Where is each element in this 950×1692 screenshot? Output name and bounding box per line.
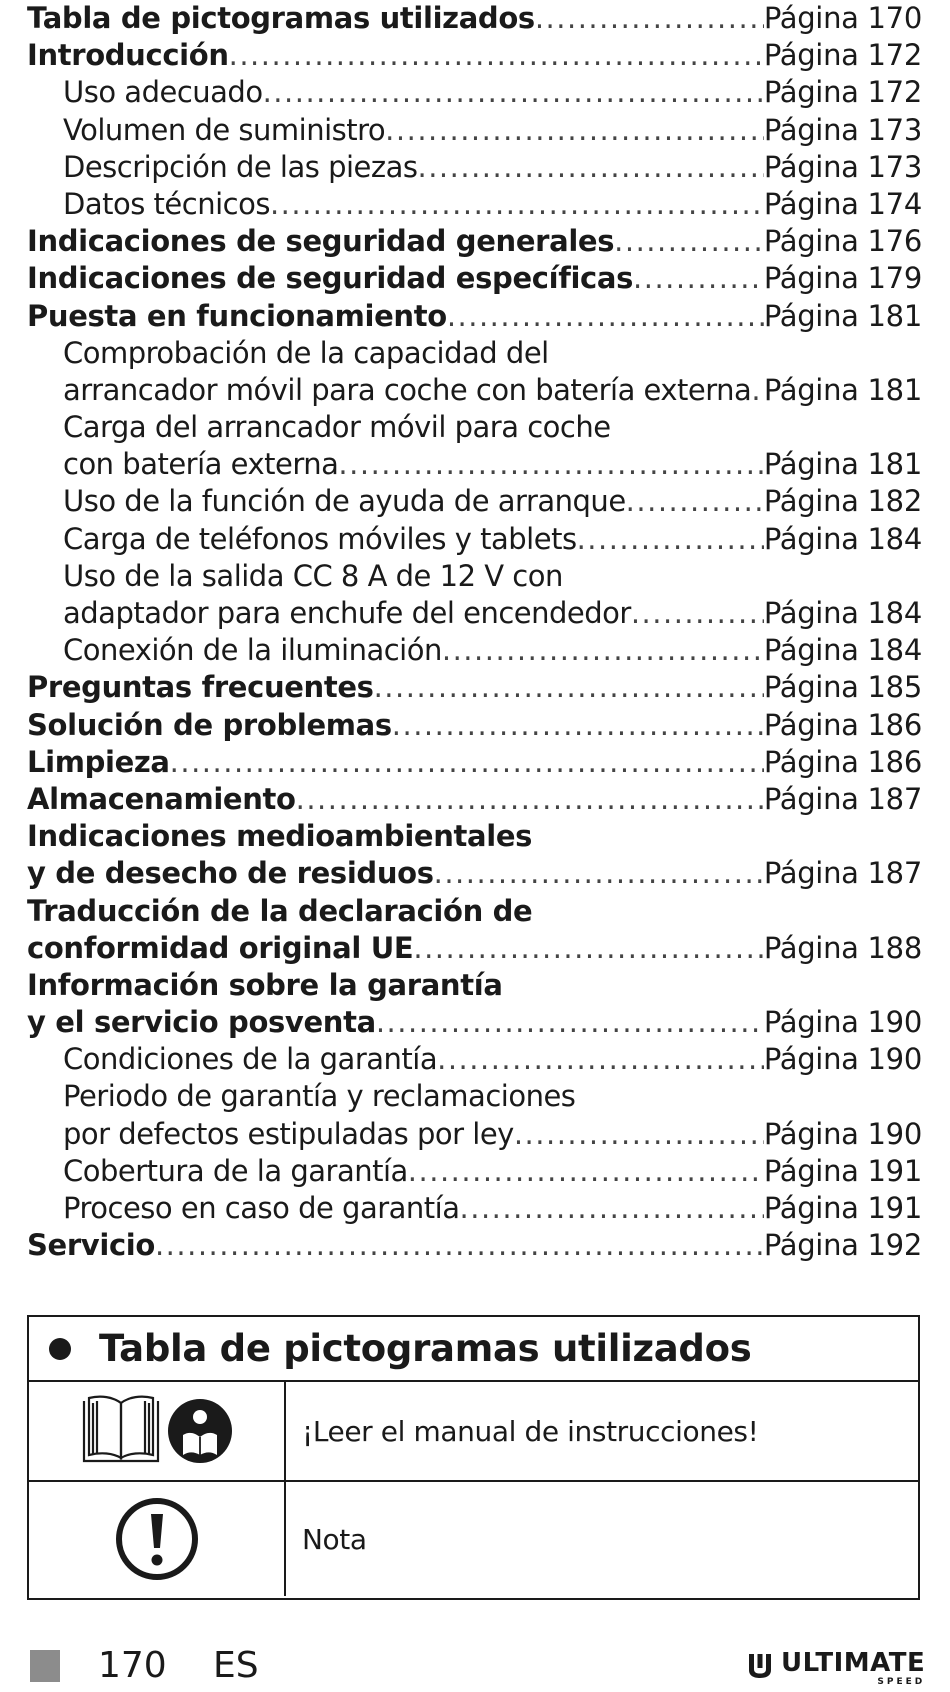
toc-entry-page: Página 172 — [763, 75, 922, 110]
toc-entry-title: con batería externa — [63, 447, 339, 482]
toc-entry-title: Solución de problemas — [27, 707, 392, 742]
toc-entry-page: Página 190 — [763, 1116, 922, 1151]
toc-entry — [27, 186, 922, 223]
toc-entry — [27, 149, 922, 186]
pictogram-table — [27, 1315, 920, 1600]
toc-entry-page: Página 191 — [763, 1153, 922, 1188]
toc-entry-page: Página 184 — [763, 633, 922, 668]
toc-entry — [27, 1190, 922, 1227]
toc-leader-dots — [633, 260, 764, 297]
toc-entry-page: Página 179 — [763, 261, 922, 296]
language-code: ES — [213, 1645, 259, 1686]
toc-entry — [27, 335, 922, 372]
toc-entry — [27, 595, 922, 632]
toc-leader-dots — [418, 149, 764, 186]
brand-logo — [745, 1648, 926, 1687]
toc-entry — [27, 112, 922, 149]
toc-entry — [27, 0, 922, 37]
toc-entry-page: Página 185 — [763, 670, 922, 705]
pictogram-table-header — [29, 1317, 918, 1382]
toc-entry-page: Página 188 — [763, 930, 922, 965]
page-marker-square — [30, 1650, 60, 1682]
read-manual-icon — [29, 1382, 286, 1480]
toc-leader-dots — [447, 298, 764, 335]
toc-entry-title: Periodo de garantía y reclamaciones — [63, 1079, 576, 1114]
toc-entry-title: adaptador para enchufe del encendedor — [63, 596, 631, 630]
toc-entry-title: Condiciones de la garantía — [63, 1042, 438, 1077]
toc-entry-title: Limpieza — [27, 744, 170, 779]
toc-entry-title: Uso de la función de ayuda de arranque — [63, 484, 626, 519]
toc-entry — [27, 372, 922, 409]
toc-entry — [27, 260, 922, 297]
toc-leader-dots — [229, 37, 764, 74]
pictogram-description: Nota — [302, 1522, 367, 1556]
toc-entry — [27, 521, 922, 558]
toc-entry-title: y el servicio posventa — [27, 1005, 376, 1040]
toc-leader-dots — [374, 669, 764, 706]
toc-entry — [27, 1227, 922, 1264]
toc-entry-title: Información sobre la garantía — [27, 967, 503, 1002]
toc-entry — [27, 781, 922, 818]
toc-entry — [27, 1153, 922, 1190]
toc-leader-dots — [408, 1153, 764, 1190]
toc-leader-dots — [413, 930, 763, 967]
brand-mark-icon — [745, 1650, 775, 1680]
toc-leader-dots — [442, 632, 764, 669]
toc-leader-dots — [155, 1227, 764, 1264]
toc-entry-title: Almacenamiento — [27, 781, 296, 816]
toc-entry — [27, 632, 922, 669]
toc-entry — [27, 1004, 922, 1041]
bullet-icon — [49, 1338, 71, 1360]
brand-name: ULTIMATE — [781, 1648, 926, 1678]
toc-entry-page: Página 173 — [763, 149, 922, 184]
toc-entry-title: Indicaciones de seguridad generales — [27, 224, 615, 259]
toc-entry — [27, 967, 922, 1004]
toc-entry-title: Uso de la salida CC 8 A de 12 V con — [63, 558, 563, 593]
page-number: 170 — [98, 1645, 167, 1686]
toc-entry — [27, 558, 922, 595]
toc-entry-page: Página 181 — [763, 298, 922, 333]
toc-entry-page: Página 170 — [763, 1, 922, 35]
toc-entry-title: conformidad original UE — [27, 930, 414, 965]
toc-entry-page: Página 184 — [763, 521, 922, 556]
toc-entry — [27, 707, 922, 744]
toc-entry — [27, 930, 922, 967]
toc-leader-dots — [631, 595, 764, 632]
toc-entry — [27, 409, 922, 446]
toc-entry-title: y de desecho de residuos — [27, 856, 434, 891]
toc-entry-title: Datos técnicos — [63, 186, 270, 221]
toc-entry-page: Página 172 — [763, 38, 922, 73]
toc-entry — [27, 74, 922, 111]
toc-entry — [27, 669, 922, 706]
toc-entry-page: Página 174 — [763, 186, 922, 221]
toc-entry — [27, 37, 922, 74]
pictogram-row — [29, 1382, 918, 1480]
toc-leader-dots — [338, 446, 763, 483]
table-of-contents — [27, 0, 922, 1264]
toc-leader-dots — [392, 707, 764, 744]
toc-entry-page: Página 181 — [763, 372, 922, 407]
pictogram-description: ¡Leer el manual de instrucciones! — [302, 1414, 759, 1448]
toc-entry — [27, 483, 922, 520]
toc-leader-dots — [376, 1004, 764, 1041]
toc-entry-title: por defectos estipuladas por ley — [63, 1116, 514, 1151]
toc-entry-title: Cobertura de la garantía — [63, 1153, 408, 1188]
toc-entry-title: Proceso en caso de garantía — [63, 1191, 460, 1225]
toc-entry-title: Indicaciones medioambientales — [27, 819, 533, 854]
toc-entry — [27, 298, 922, 335]
toc-entry — [27, 744, 922, 781]
toc-entry — [27, 893, 922, 930]
toc-leader-dots — [535, 0, 764, 37]
toc-entry-title: Conexión de la iluminación — [63, 633, 442, 668]
toc-entry — [27, 446, 922, 483]
toc-entry-title: Volumen de suministro — [63, 112, 386, 147]
toc-entry-page: Página 186 — [763, 744, 922, 779]
toc-entry-page: Página 186 — [763, 707, 922, 742]
toc-entry-title: Carga del arrancador móvil para coche — [63, 410, 611, 445]
toc-entry-title: Introducción — [27, 38, 229, 73]
toc-entry-title: Uso adecuado — [63, 75, 263, 110]
brand-subtitle: SPEED — [877, 1677, 926, 1687]
toc-entry-title: Preguntas frecuentes — [27, 670, 374, 705]
toc-leader-dots — [577, 521, 764, 558]
toc-entry-page: Página 184 — [763, 596, 922, 630]
toc-leader-dots — [460, 1190, 764, 1227]
toc-entry — [27, 855, 922, 892]
toc-entry-title: Servicio — [27, 1228, 155, 1263]
toc-entry-page: Página 181 — [763, 447, 922, 482]
toc-entry-page: Página 182 — [763, 484, 922, 519]
toc-entry-page: Página 187 — [763, 856, 922, 891]
toc-entry — [27, 1078, 922, 1115]
toc-leader-dots — [514, 1116, 764, 1153]
toc-entry-title: arrancador móvil para coche con batería externa — [63, 372, 752, 407]
toc-entry-page: Página 191 — [763, 1191, 922, 1225]
toc-entry-title: Carga de teléfonos móviles y tablets — [63, 521, 577, 556]
toc-leader-dots — [751, 372, 764, 409]
toc-leader-dots — [626, 483, 764, 520]
toc-leader-dots — [437, 1041, 764, 1078]
toc-entry-page: Página 190 — [763, 1042, 922, 1077]
toc-leader-dots — [263, 74, 764, 111]
toc-leader-dots — [296, 781, 764, 818]
toc-leader-dots — [385, 112, 764, 149]
toc-entry-title: Puesta en funcionamiento — [27, 298, 447, 333]
toc-entry-page: Página 176 — [763, 224, 922, 259]
toc-leader-dots — [170, 744, 764, 781]
toc-entry-title: Descripción de las piezas — [63, 149, 418, 184]
toc-entry-title: Traducción de la declaración de — [27, 893, 533, 928]
toc-entry — [27, 818, 922, 855]
toc-entry-title: Tabla de pictogramas utilizados — [27, 1, 535, 35]
pictogram-row — [29, 1480, 918, 1596]
toc-entry-page: Página 187 — [763, 781, 922, 816]
toc-entry-page: Página 192 — [763, 1228, 922, 1263]
toc-entry-page: Página 173 — [763, 112, 922, 147]
toc-entry-title: Comprobación de la capacidad del — [63, 335, 549, 370]
toc-leader-dots — [614, 223, 764, 260]
toc-leader-dots — [434, 855, 764, 892]
toc-entry-page: Página 190 — [763, 1005, 922, 1040]
toc-entry — [27, 1041, 922, 1078]
toc-entry — [27, 223, 922, 260]
warning-exclamation-icon — [29, 1482, 286, 1596]
toc-entry — [27, 1116, 922, 1153]
toc-leader-dots — [270, 186, 764, 223]
pictogram-table-title: Tabla de pictogramas utilizados — [99, 1327, 752, 1370]
toc-entry-title: Indicaciones de seguridad específicas — [27, 261, 634, 296]
